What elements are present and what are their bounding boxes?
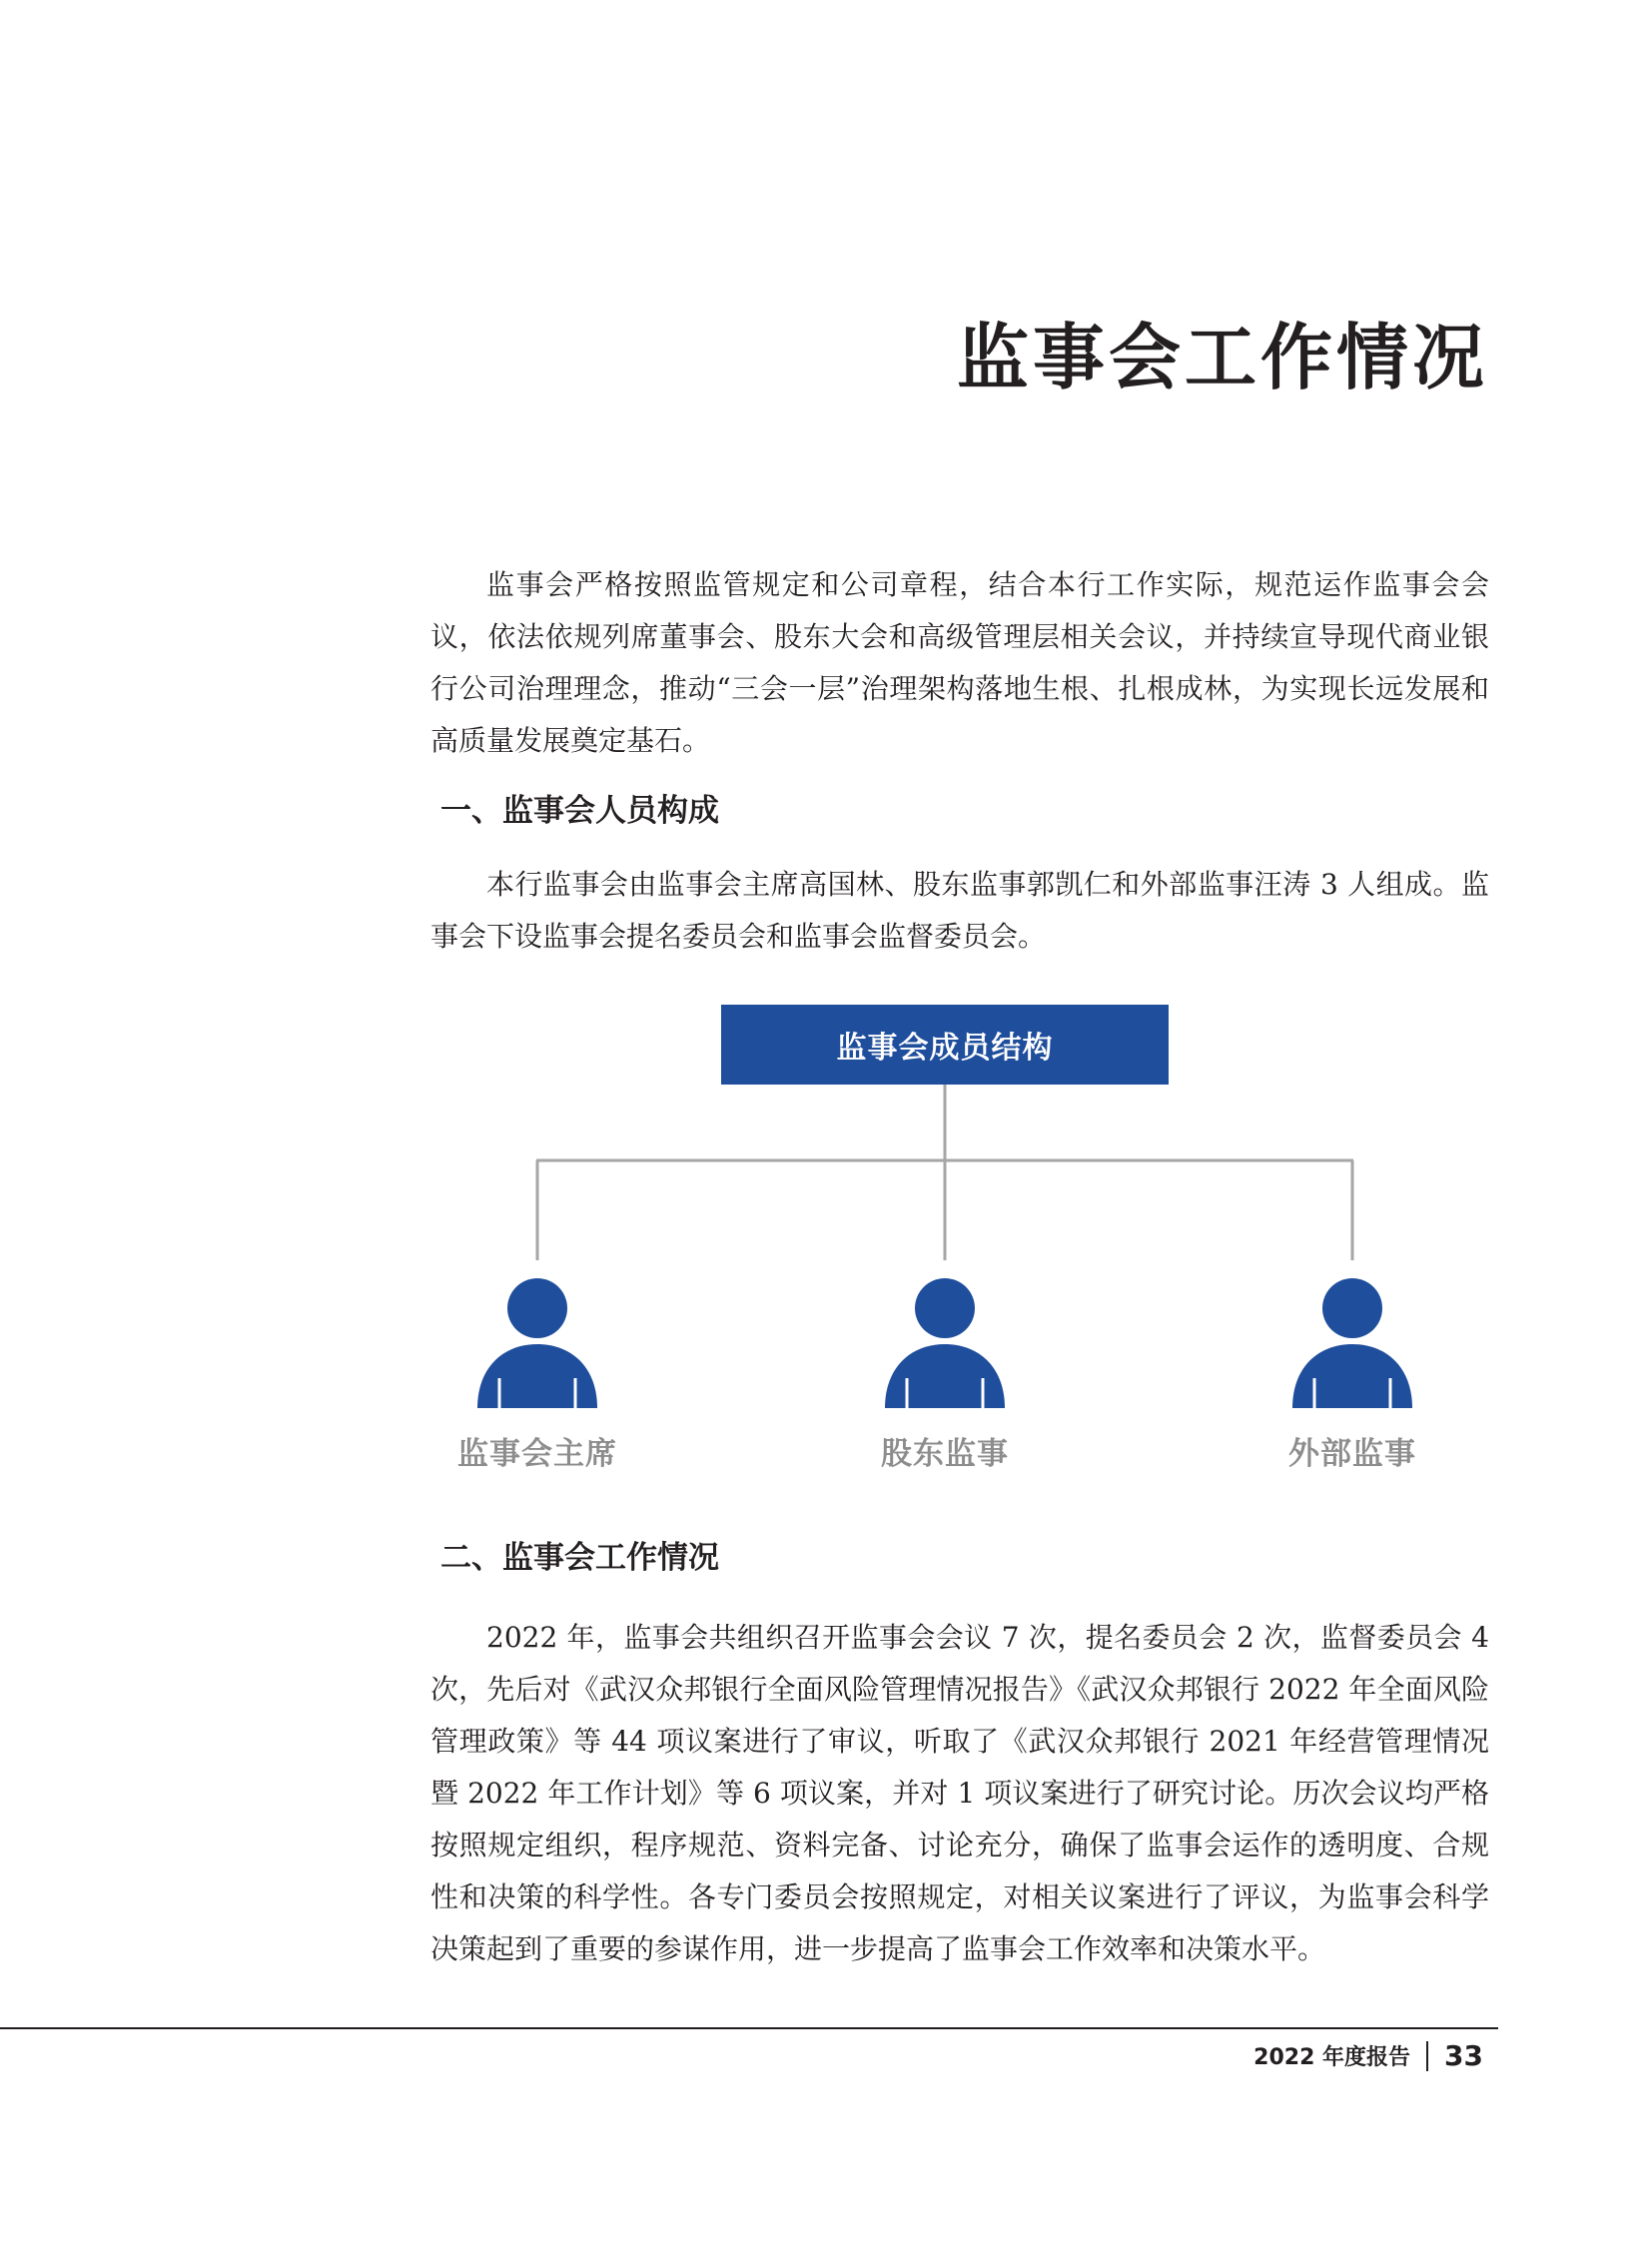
member-label: 股东监事 bbox=[881, 1436, 1009, 1472]
page-number: 33 bbox=[1444, 2039, 1483, 2072]
member-label: 监事会主席 bbox=[457, 1436, 617, 1472]
member-label: 外部监事 bbox=[1288, 1436, 1416, 1472]
page-title: 监事会工作情况 bbox=[956, 315, 1488, 399]
intro-paragraph: 监事会严格按照监管规定和公司章程，结合本行工作实际，规范运作监事会会议，依法依规列席董事会、股东大会和高级管理层相关会议，并持续宣导现代商业银行公司治理理念，推动“三会一层”治理架构落地生根、扎根成林，为实现长远发展和高质量发展奠定基石。 bbox=[430, 568, 1489, 757]
footer-divider bbox=[0, 2027, 1498, 2029]
person-icon bbox=[885, 1278, 1005, 1408]
member-chairman bbox=[427, 1278, 647, 1473]
section-one-heading: 一、监事会人员构成 bbox=[440, 793, 719, 829]
person-icon bbox=[1292, 1278, 1412, 1408]
member-shareholder-supervisor bbox=[835, 1278, 1055, 1473]
section-two-heading: 二、监事会工作情况 bbox=[440, 1540, 719, 1576]
org-chart bbox=[430, 999, 1489, 1488]
footer bbox=[1253, 2039, 1483, 2072]
person-icon bbox=[477, 1278, 597, 1408]
org-chart-title: 监事会成员结构 bbox=[721, 1005, 1169, 1085]
work-paragraph: 2022 年，监事会共组织召开监事会会议 7 次，提名委员会 2 次，监督委员会 4 次，先后对《武汉众邦银行全面风险管理情况报告》《武汉众邦银行 2022 年全面风险管理政策》等 44 项议案进行了审议，听取了《武汉众邦银行 2021 年经营管理情况暨 2022 年工作计划》等 6 项议案，并对 1 项议案进行了研究讨论。历次会议均严格按照规定组织，程序规范、资料完备、讨论充分，确保了监事会运作的透明度、合规性和决策的科学性。各专门委员会按照规定，对相关议案进行了评议，为监事会科学决策起到了重要的参谋作用，进一步提高了监事会工作效率和决策水平。 bbox=[430, 1621, 1489, 1965]
member-external-supervisor bbox=[1242, 1278, 1462, 1473]
footer-report-title: 2022 年度报告 bbox=[1253, 2045, 1411, 2070]
members-paragraph: 本行监事会由监事会主席高国林、股东监事郭凯仁和外部监事汪涛 3 人组成。监事会下设监事会提名委员会和监事会监督委员会。 bbox=[430, 868, 1489, 953]
footer-separator bbox=[1426, 2041, 1428, 2071]
